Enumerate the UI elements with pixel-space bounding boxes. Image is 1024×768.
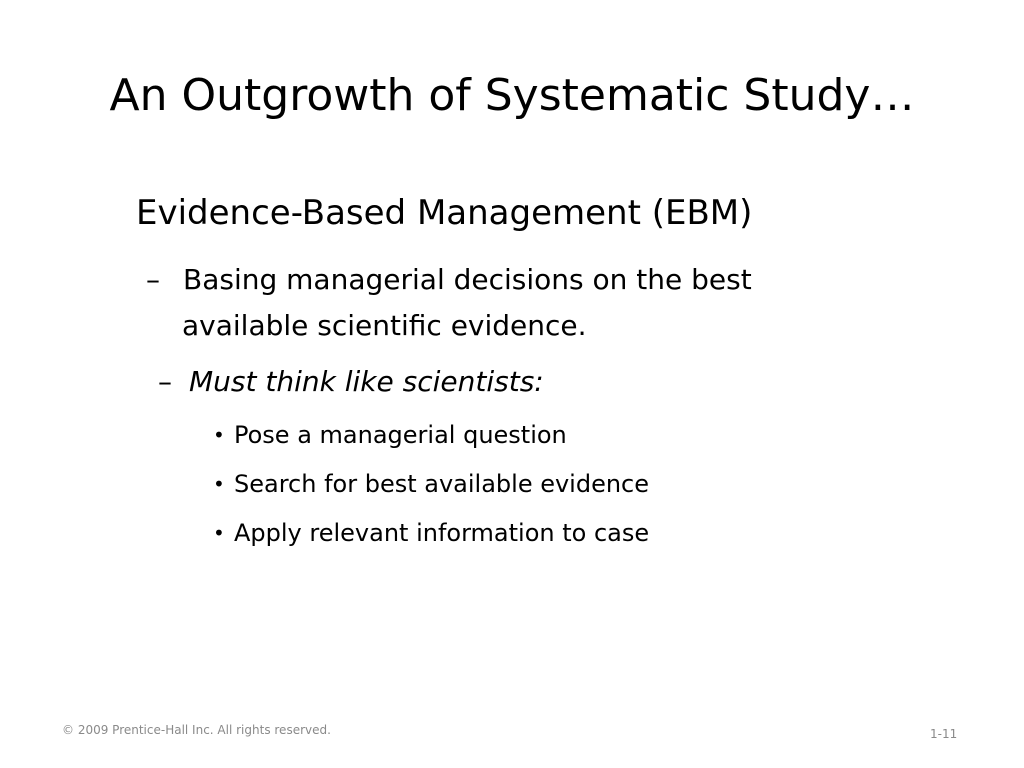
bullet-point-line: available scientific evidence.: [182, 309, 587, 342]
round-bullet-icon: •: [213, 423, 225, 447]
sub-bullet-text: Apply relevant information to case: [234, 519, 650, 547]
slide-title: An Outgrowth of Systematic Study…: [109, 70, 915, 121]
round-bullet-icon: •: [213, 472, 225, 496]
sub-bullet-text: Pose a managerial question: [234, 421, 567, 449]
slide-number: 1-11: [930, 727, 958, 741]
dash-bullet-icon: –: [146, 263, 160, 296]
bullet-point-scientists: Must think like scientists:: [189, 365, 544, 398]
round-bullet-icon: •: [213, 521, 225, 545]
bullet-point-line: Basing managerial decisions on the best: [183, 263, 752, 296]
sub-bullet-text: Search for best available evidence: [234, 470, 650, 498]
bullet-point-definition: [183, 257, 903, 349]
slide-heading: Evidence-Based Management (EBM): [136, 193, 753, 233]
footer-copyright: © 2009 Prentice-Hall Inc. All rights reserved.: [62, 723, 331, 737]
dash-bullet-icon: –: [158, 365, 172, 398]
